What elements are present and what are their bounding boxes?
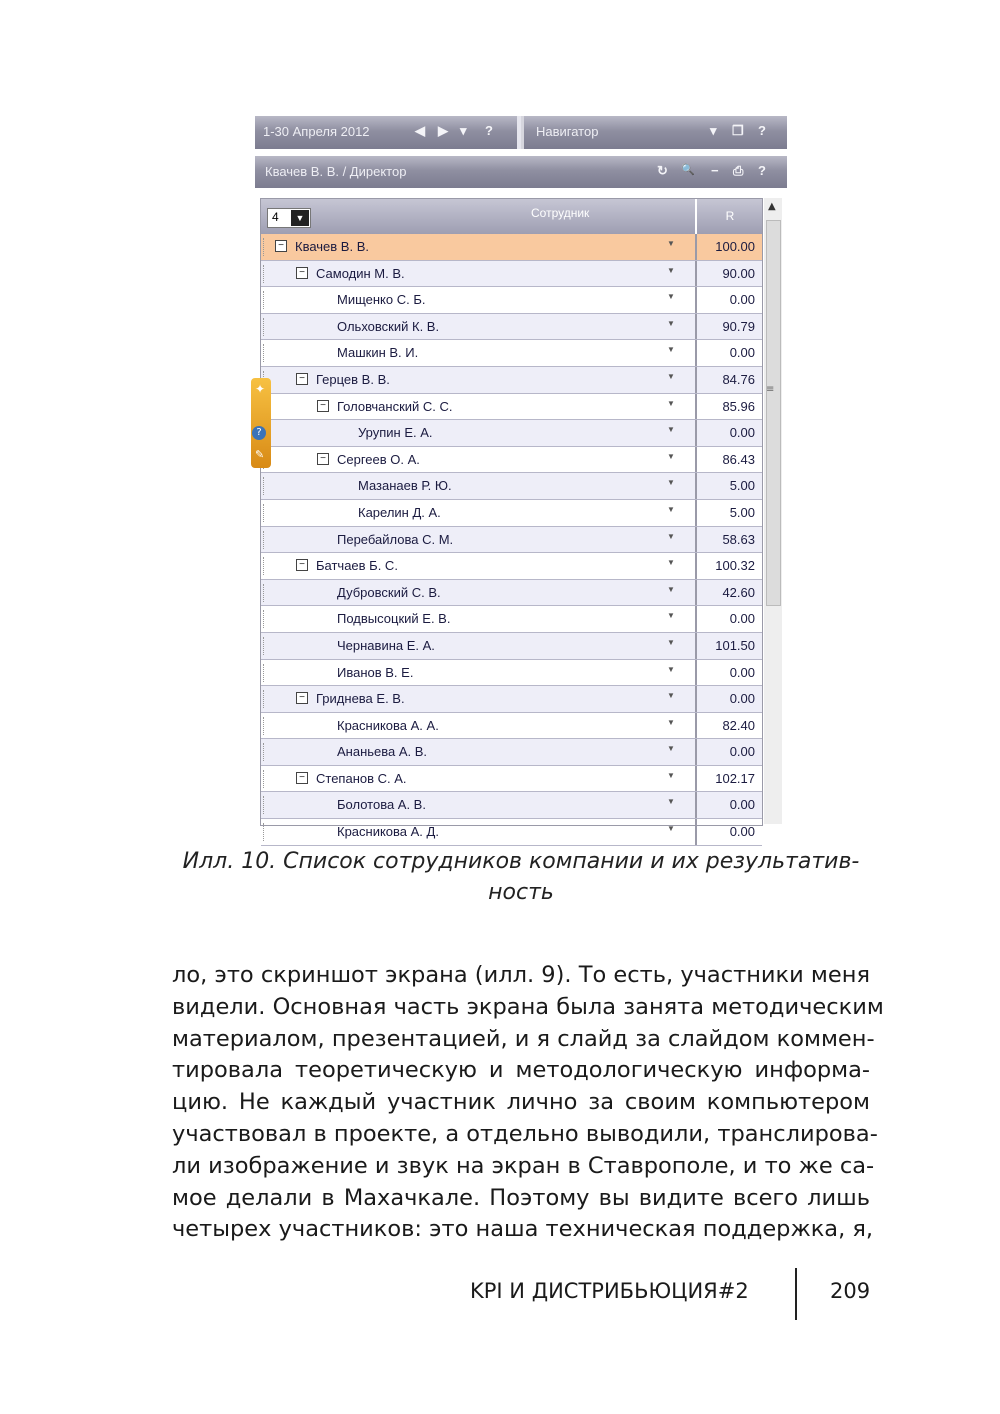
r-value: 84.76 (695, 367, 761, 393)
row-dropdown-icon[interactable]: ▼ (667, 744, 675, 754)
row-dropdown-icon[interactable]: ▼ (667, 318, 675, 328)
r-value: 0.00 (695, 792, 761, 818)
body-line: мое делали в Махачкале. Поэтому вы видите всего лишь (172, 1184, 870, 1211)
row-dropdown-icon[interactable]: ▼ (667, 371, 675, 381)
r-value: 82.40 (695, 713, 761, 739)
lightbulb-icon[interactable]: ✦ (255, 382, 266, 396)
grid-rows (261, 234, 762, 846)
employee-name: Болотова А. В. (337, 797, 426, 813)
employee-name: Чернавина Е. А. (337, 637, 435, 653)
vertical-scrollbar[interactable] (764, 198, 782, 824)
tree-line (263, 238, 268, 256)
tree-line (263, 637, 268, 655)
tree-line (263, 504, 268, 522)
page-number: 209 (830, 1279, 871, 1303)
table-row[interactable] (261, 713, 762, 740)
employee-name: Красникова А. А. (337, 717, 439, 733)
r-value: 5.00 (695, 500, 761, 526)
row-dropdown-icon[interactable]: ▼ (667, 451, 675, 461)
body-line: ло, это скриншот экрана (илл. 9). То есть, участники меня (172, 962, 870, 988)
table-row[interactable] (261, 500, 762, 527)
row-dropdown-icon[interactable]: ▼ (667, 558, 675, 568)
navigator-help-icon[interactable]: ? (758, 123, 766, 138)
table-row[interactable] (261, 580, 762, 607)
footer-divider (795, 1268, 797, 1320)
r-value: 0.00 (695, 686, 761, 712)
r-value: 100.32 (695, 553, 761, 579)
table-row[interactable] (261, 340, 762, 367)
employee-name: Карелин Д. А. (358, 504, 441, 520)
tree-line (263, 690, 268, 708)
r-value: 0.00 (695, 420, 761, 446)
body-line: четырех участников: это наша техническая поддержка, я, (172, 1216, 874, 1243)
side-tool-tab[interactable] (251, 378, 271, 468)
r-value: 86.43 (695, 447, 761, 473)
user-label: Квачев В. В. / Директор (265, 164, 407, 179)
table-row[interactable] (261, 660, 762, 687)
screenshot-figure (255, 116, 787, 840)
row-dropdown-icon[interactable]: ▼ (667, 239, 675, 248)
r-value: 102.17 (695, 766, 761, 792)
table-row[interactable] (261, 394, 762, 421)
employee-name: Ольховский К. В. (337, 318, 440, 334)
tree-line (263, 664, 268, 682)
employee-name: Сергеев О. А. (337, 451, 420, 467)
tree-line (263, 265, 268, 283)
employee-name: Батчаев Б. С. (316, 558, 398, 574)
r-value: 101.50 (695, 633, 761, 659)
table-row[interactable] (261, 606, 762, 633)
row-dropdown-icon[interactable]: ▼ (667, 584, 675, 594)
column-employee[interactable]: Сотрудник (531, 206, 590, 220)
refresh-icon[interactable]: ↻ (657, 163, 668, 178)
tree-line (263, 344, 268, 362)
employee-name: Ананьева А. В. (337, 744, 428, 760)
r-value: 85.96 (695, 394, 761, 420)
collapse-icon[interactable]: − (296, 267, 308, 279)
column-r[interactable]: R (695, 199, 763, 234)
r-value: 100.00 (695, 234, 761, 260)
employee-name: Самодин М. В. (316, 265, 405, 281)
table-row[interactable] (261, 766, 762, 793)
minimize-icon[interactable]: − (711, 163, 719, 178)
body-line: материалом, презентацией, и я слайд за слайдом коммен- (172, 1025, 875, 1052)
r-value: 0.00 (695, 739, 761, 765)
user-toolbar (255, 156, 787, 188)
row-dropdown-icon[interactable]: ▼ (667, 265, 675, 275)
r-value: 0.00 (695, 660, 761, 686)
collapse-icon[interactable]: − (296, 692, 308, 704)
employee-name: Иванов В. Е. (337, 664, 414, 680)
table-row[interactable] (261, 367, 762, 394)
caption-line-1: Илл. 10. Список сотрудников компании и их результатив- (182, 849, 860, 874)
row-dropdown-icon[interactable]: ▼ (667, 345, 675, 355)
row-dropdown-icon[interactable]: ▼ (667, 664, 675, 674)
table-row[interactable] (261, 420, 762, 447)
tree-line (263, 796, 268, 814)
employee-name: Мищенко С. Б. (337, 292, 426, 308)
employee-name: Степанов С. А. (316, 770, 407, 786)
print-icon[interactable]: ⎙ (733, 163, 744, 178)
scroll-thumb[interactable] (766, 220, 781, 606)
level-value: 4 (272, 210, 279, 224)
search-icon[interactable]: 🔍 (681, 164, 695, 176)
collapse-icon[interactable]: − (317, 400, 329, 412)
collapse-icon[interactable]: − (296, 559, 308, 571)
table-row[interactable] (261, 314, 762, 341)
tree-line (263, 477, 268, 495)
next-arrow-icon[interactable]: ▶ (438, 123, 448, 138)
level-select[interactable] (267, 208, 311, 228)
tree-line (263, 531, 268, 549)
row-dropdown-icon[interactable]: ▼ (667, 425, 675, 435)
row-dropdown-icon[interactable]: ▼ (667, 717, 675, 727)
employee-name: Перебайлова С. М. (337, 531, 454, 547)
row-dropdown-icon[interactable]: ▼ (667, 398, 675, 408)
r-value: 0.00 (695, 340, 761, 366)
pencil-icon[interactable]: ✎ (255, 448, 265, 461)
navigator-dropdown-icon[interactable]: ▾ (710, 123, 717, 138)
employee-grid (260, 198, 763, 840)
table-row[interactable] (261, 447, 762, 474)
tree-line (263, 291, 268, 309)
user-help-icon[interactable]: ? (758, 163, 766, 178)
tree-line (263, 743, 268, 761)
collapse-icon[interactable]: − (317, 453, 329, 465)
employee-name: Урупин Е. А. (358, 425, 433, 441)
row-dropdown-icon[interactable]: ▼ (667, 824, 675, 834)
figure-caption (172, 846, 870, 908)
employee-name: Красникова А. Д. (337, 824, 439, 840)
r-value: 0.00 (695, 287, 761, 313)
table-row[interactable] (261, 234, 762, 261)
employee-name: Подвысоцкий Е. В. (337, 611, 451, 627)
row-dropdown-icon[interactable]: ▼ (667, 797, 675, 807)
employee-name: Квачев В. В. (295, 239, 369, 254)
row-dropdown-icon[interactable]: ▼ (667, 770, 675, 780)
caption-line-2: ность (488, 880, 554, 905)
employee-name: Гриднева Е. В. (316, 691, 405, 707)
r-value: 5.00 (695, 473, 761, 499)
body-line: тировала теоретическую и методологическую информа- (172, 1057, 870, 1084)
period-panel (255, 116, 517, 149)
restore-window-icon[interactable]: ❐ (732, 123, 744, 138)
tree-line (263, 717, 268, 735)
r-value: 90.00 (695, 261, 761, 287)
table-row[interactable] (261, 819, 762, 846)
level-dropdown-icon[interactable]: ▼ (291, 210, 309, 226)
prev-arrow-icon[interactable]: ◀ (415, 123, 425, 138)
period-toolbar (255, 116, 787, 149)
r-value: 42.60 (695, 580, 761, 606)
tree-line (263, 770, 268, 788)
body-line: участвовал в проекте, а отдельно выводили, транслирова- (172, 1120, 878, 1147)
table-row[interactable] (261, 553, 762, 580)
employee-name: Головчанский С. С. (337, 398, 453, 414)
table-row[interactable] (261, 287, 762, 314)
r-value: 90.79 (695, 314, 761, 340)
row-dropdown-icon[interactable]: ▼ (667, 292, 675, 302)
navigator-panel (521, 116, 790, 149)
tree-line (263, 584, 268, 602)
employee-name: Машкин В. И. (337, 345, 419, 361)
help-icon[interactable]: ? (485, 123, 493, 138)
tree-line (263, 610, 268, 628)
grid-header (261, 199, 762, 234)
r-value: 0.00 (695, 819, 761, 845)
chevron-down-icon[interactable]: ▾ (460, 123, 467, 138)
table-row[interactable] (261, 633, 762, 660)
tree-line (263, 823, 268, 841)
employee-name: Герцев В. В. (316, 371, 390, 387)
row-dropdown-icon[interactable]: ▼ (667, 691, 675, 701)
scroll-grip-icon: ≡ (766, 384, 775, 395)
collapse-icon[interactable]: − (296, 772, 308, 784)
row-dropdown-icon[interactable]: ▼ (667, 478, 675, 488)
tree-line (263, 318, 268, 336)
table-row[interactable] (261, 739, 762, 766)
row-dropdown-icon[interactable]: ▼ (667, 531, 675, 541)
row-dropdown-icon[interactable]: ▼ (667, 504, 675, 514)
employee-name: Дубровский С. В. (337, 584, 441, 600)
table-row[interactable] (261, 473, 762, 500)
row-dropdown-icon[interactable]: ▼ (667, 637, 675, 647)
r-value: 0.00 (695, 606, 761, 632)
table-row[interactable] (261, 792, 762, 819)
employee-name: Мазанаев Р. Ю. (358, 478, 452, 494)
scroll-up-icon[interactable]: ▲ (768, 201, 776, 212)
navigator-label: Навигатор (536, 124, 599, 139)
running-title: KPI И ДИСТРИБЬЮЦИЯ#2 (470, 1279, 749, 1303)
table-row[interactable] (261, 686, 762, 713)
collapse-icon[interactable]: − (275, 240, 287, 252)
body-line: ли изображение и звук на экран в Ставрополе, и то же са- (172, 1152, 875, 1179)
collapse-icon[interactable]: − (296, 373, 308, 385)
tree-line (263, 557, 268, 575)
r-value: 58.63 (695, 527, 761, 553)
help-circle-icon[interactable]: ? (252, 426, 266, 440)
table-row[interactable] (261, 527, 762, 554)
row-dropdown-icon[interactable]: ▼ (667, 611, 675, 621)
body-line: цию. Не каждый участник лично за своим компьютером (172, 1089, 870, 1116)
table-row[interactable] (261, 261, 762, 288)
body-line: видели. Основная часть экрана была занята методическим (172, 993, 884, 1020)
period-label: 1-30 Апреля 2012 (263, 124, 370, 139)
body-text (172, 960, 884, 1246)
